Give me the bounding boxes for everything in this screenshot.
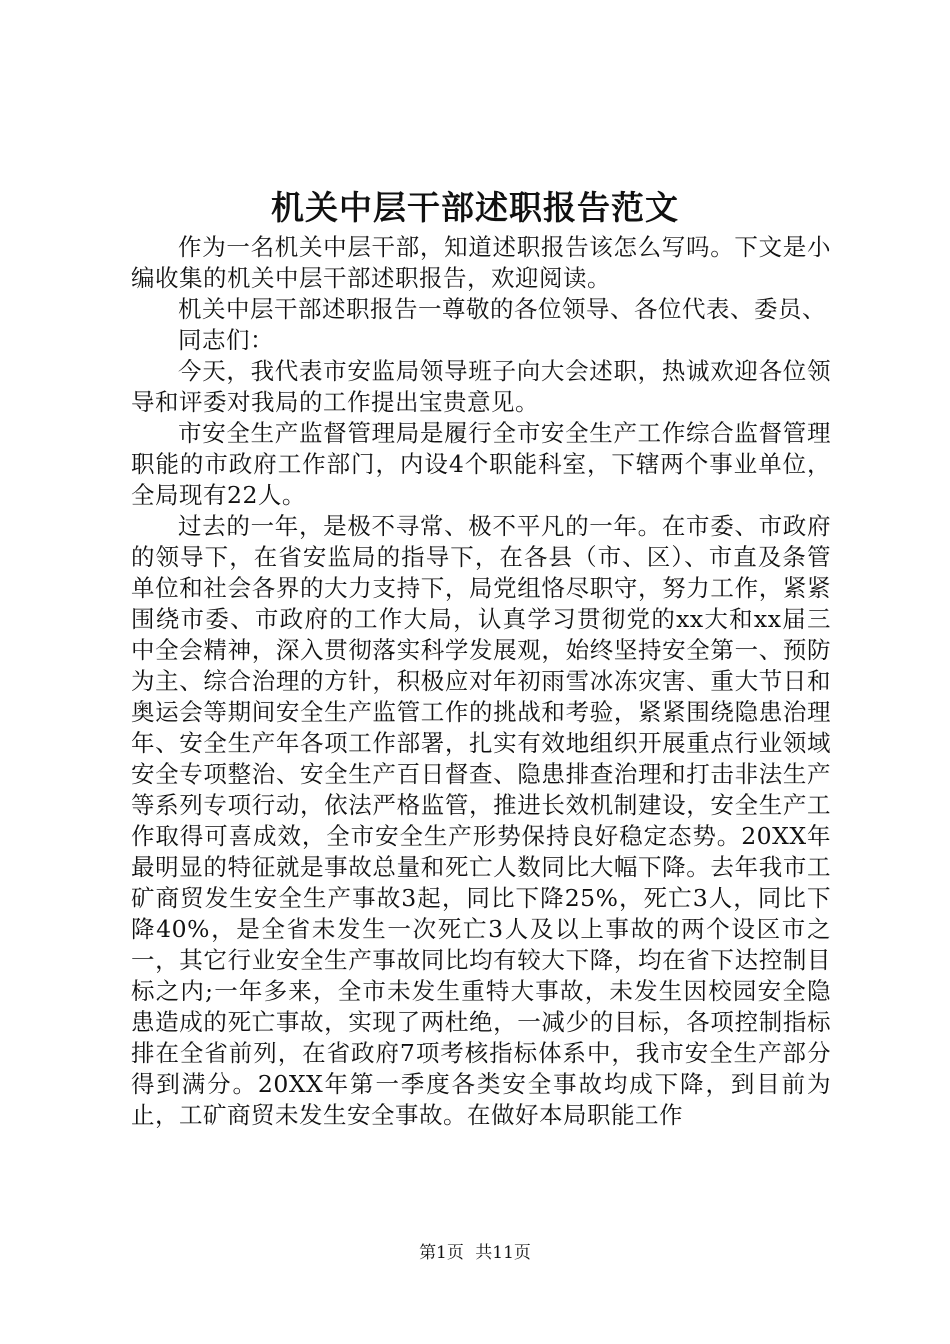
paragraph: 市安全生产监督管理局是履行全市安全生产工作综合监督管理职能的市政府工作部门，内设4个职能科室，下辖两个事业单位，全局现有22人。: [131, 419, 831, 509]
paragraph: 今天，我代表市安监局领导班子向大会述职，热诚欢迎各位领导和评委对我局的工作提出宝贵意见。: [131, 357, 831, 416]
document-body: [131, 232, 831, 1131]
page-number: 第1页: [419, 1243, 464, 1263]
paragraph: 同志们：: [178, 326, 274, 354]
paragraph: 过去的一年，是极不寻常、极不平凡的一年。在市委、市政府的领导下，在省安监局的指导下，在各县（市、区）、市直及条管单位和社会各界的大力支持下，局党组恪尽职守，努力工作，紧紧围绕市委、市政府的工作大局，认真学习贯彻党的xx大和xx届三中全会精神，深入贯彻落实科学发展观，始终坚持安全第一、预防为主、综合治理的方针，积极应对年初雨雪冰冻灾害、重大节日和奥运会等期间安全生产监管工作的挑战和考验，紧紧围绕隐患治理年、安全生产年各项工作部署，扎实有效地组织开展重点行业领域安全专项整治、安全生产百日督查、隐患排查治理和打击非法生产等系列专项行动，依法严格监管，推进长效机制建设，安全生产工作取得可喜成效，全市安全生产形势保持良好稳定态势。20XX年最明显的特征就是事故总量和死亡人数同比大幅下降。去年我市工矿商贸发生安全生产事故3起，同比下降25%，死亡3人，同比下降40%，是全省未发生一次死亡3人及以上事故的两个设区市之一，其它行业安全生产事故同比均有较大下降，均在省下达控制目标之内;一年多来，全市未发生重特大事故，未发生因校园安全隐患造成的死亡事故，实现了两杜绝，一减少的目标，各项控制指标排在全省前列，在省政府7项考核指标体系中，我市安全生产部分得到满分。20XX年第一季度各类安全事故均成下降，到目前为止，工矿商贸未发生安全事故。在做好本局职能工作: [131, 512, 831, 1129]
page-total: 共11页: [475, 1243, 531, 1263]
document-title: 机关中层干部述职报告范文: [271, 188, 679, 227]
paragraph: 作为一名机关中层干部，知道述职报告该怎么写吗。下文是小编收集的机关中层干部述职报告，欢迎阅读。: [131, 233, 831, 292]
page-footer: [0, 1242, 950, 1264]
paragraph: 机关中层干部述职报告一尊敬的各位领导、各位代表、委员、: [178, 295, 826, 323]
